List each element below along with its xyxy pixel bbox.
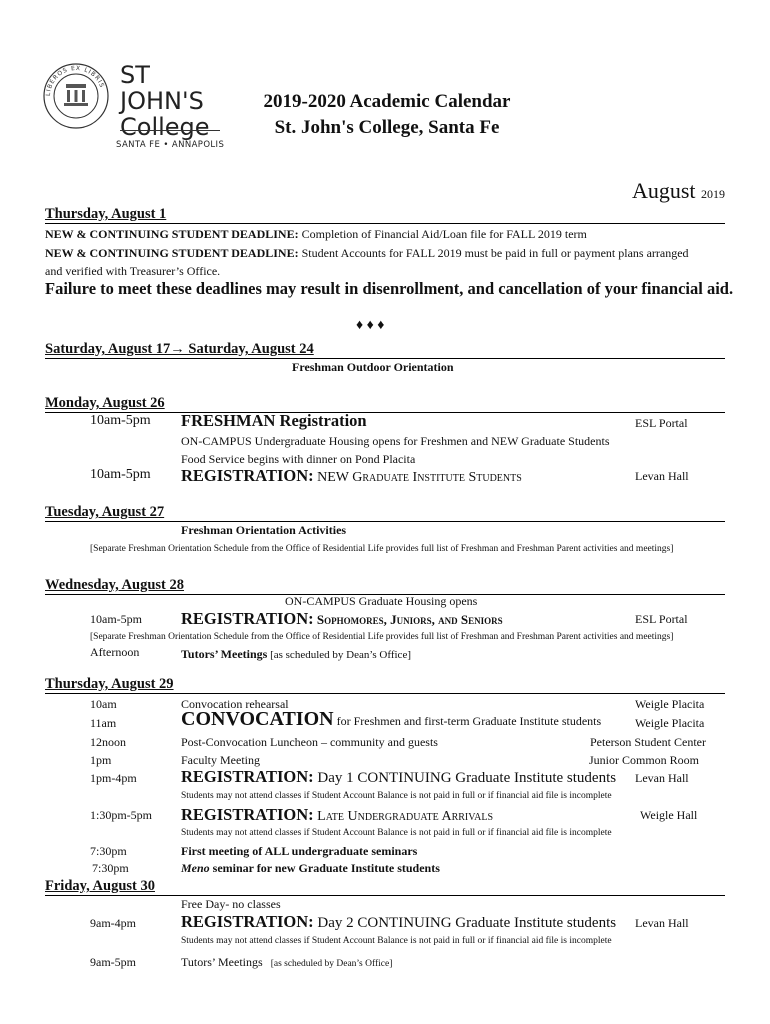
- day-heading-aug-29: Thursday, August 29: [45, 675, 725, 694]
- event-time: 10am-5pm: [90, 612, 142, 626]
- calendar-subtitle: St. John's College, Santa Fe: [274, 117, 500, 138]
- day-heading-aug-30: Friday, August 30: [45, 877, 725, 896]
- event-location: Junior Common Room: [589, 753, 700, 767]
- event-time: 11am: [90, 716, 117, 730]
- event-time: Afternoon: [90, 645, 140, 659]
- event-tutors-meetings: Tutors’ Meetings [as scheduled by Dean’s Office]: [181, 647, 411, 661]
- event-time: 1pm: [90, 753, 112, 767]
- day-heading-aug-27: Tuesday, August 27: [45, 503, 725, 522]
- event-note: Students may not attend classes if Student Account Balance is not paid in full or if financial aid file is incomplete: [181, 791, 612, 801]
- event-note: Students may not attend classes if Student Account Balance is not paid in full or if financial aid file is incomplete: [181, 828, 612, 838]
- event-location: Levan Hall: [635, 916, 689, 930]
- event-freshman-registration: FRESHMAN Registration: [181, 411, 367, 430]
- college-name-line2: College: [120, 113, 210, 141]
- event-note: [Separate Freshman Orientation Schedule from the Office of Residential Life provides full list of Freshman and Freshman Parent activities and meetings]: [90, 632, 674, 642]
- event-faculty-meeting: Faculty Meeting: [181, 753, 260, 767]
- event-late-registration: REGISTRATION: Late Undergraduate Arrivals: [181, 805, 494, 824]
- college-name-line1: ST JOHN'S: [120, 61, 204, 115]
- event-luncheon: Post-Convocation Luncheon – community and guests: [181, 735, 438, 749]
- day-heading-aug-1: Thursday, August 1: [45, 205, 725, 224]
- event-time: 10am-5pm: [90, 413, 151, 428]
- seal-text: LIBEROS EX LIBRIS: [44, 64, 106, 97]
- event-undergrad-registration: REGISTRATION: Sophomores, Juniors, and Seniors: [181, 609, 503, 628]
- event-time: 10am: [90, 697, 117, 711]
- college-logo: [42, 58, 232, 158]
- event-freshman-orientation: Freshman Orientation Activities: [181, 523, 347, 537]
- event-time: 7:30pm: [90, 844, 127, 858]
- campuses-label: SANTA FE • ANNAPOLIS: [116, 140, 225, 150]
- event-free-day: Free Day- no classes: [181, 897, 281, 911]
- event-location: Weigle Hall: [640, 808, 698, 822]
- event-note: [Separate Freshman Orientation Schedule from the Office of Residential Life provides full list of Freshman and Freshman Parent activities and meetings]: [90, 544, 674, 554]
- event-location: Weigle Placita: [635, 716, 705, 730]
- month-heading: [632, 178, 725, 204]
- event-housing-opens: ON-CAMPUS Undergraduate Housing opens for Freshmen and NEW Graduate Students: [181, 434, 610, 448]
- event-tutors-meetings: Tutors’ Meetings [as scheduled by Dean’s Office]: [181, 955, 393, 969]
- event-time: 7:30pm: [92, 861, 129, 875]
- event-time: 12noon: [90, 735, 126, 749]
- deadline-line-2: NEW & CONTINUING STUDENT DEADLINE: Student Accounts for FALL 2019 must be paid in full or payment plans arranged: [45, 246, 689, 260]
- deadline-warning: Failure to meet these deadlines may result in disenrollment, and cancellation of your financial aid.: [45, 279, 734, 298]
- event-day2-registration: REGISTRATION: Day 2 CONTINUING Graduate Institute students: [181, 912, 617, 931]
- event-day1-registration: REGISTRATION: Day 1 CONTINUING Graduate Institute students: [181, 767, 617, 786]
- event-graduate-registration: REGISTRATION: NEW Graduate Institute Students: [181, 466, 522, 485]
- event-outdoor-orientation: Freshman Outdoor Orientation: [292, 360, 454, 374]
- deadline-line-3: and verified with Treasurer’s Office.: [45, 264, 221, 278]
- event-convocation: CONVOCATION for Freshmen and first-term Graduate Institute students: [181, 708, 602, 730]
- event-time: 1pm-4pm: [90, 771, 137, 785]
- college-name: [120, 62, 232, 140]
- event-time: 9am-5pm: [90, 955, 136, 969]
- day-heading-aug-26: Monday, August 26: [45, 394, 725, 413]
- month-year: 2019: [701, 187, 725, 201]
- logo-divider: [120, 130, 220, 131]
- event-time: 9am-4pm: [90, 916, 136, 930]
- event-meno-seminar: Meno seminar for new Graduate Institute students: [181, 861, 440, 875]
- event-food-service: Food Service begins with dinner on Pond Placita: [181, 452, 416, 466]
- event-location: ESL Portal: [635, 612, 688, 626]
- event-location: Levan Hall: [635, 469, 689, 483]
- deadline-line-1: NEW & CONTINUING STUDENT DEADLINE: Completion of Financial Aid/Loan file for FALL 2019 term: [45, 227, 587, 241]
- event-note: Students may not attend classes if Student Account Balance is not paid in full or if financial aid file is incomplete: [181, 936, 612, 946]
- event-first-seminars: First meeting of ALL undergraduate seminars: [181, 844, 418, 858]
- event-location: Peterson Student Center: [590, 735, 706, 749]
- event-graduate-housing: ON-CAMPUS Graduate Housing opens: [285, 594, 478, 608]
- event-location: Levan Hall: [635, 771, 689, 785]
- event-location: ESL Portal: [635, 416, 688, 430]
- event-time: 1:30pm-5pm: [90, 808, 152, 822]
- college-seal-icon: [42, 62, 110, 130]
- month-name: August: [631, 178, 696, 203]
- calendar-title: 2019-2020 Academic Calendar: [263, 91, 511, 112]
- section-divider: ♦ ♦ ♦: [356, 318, 385, 333]
- event-convocation-rehearsal: Convocation rehearsal: [181, 697, 289, 711]
- day-heading-aug-17: Saturday, August 17→ Saturday, August 24: [45, 340, 725, 359]
- event-location: Weigle Placita: [635, 697, 705, 711]
- day-heading-aug-28: Wednesday, August 28: [45, 576, 725, 595]
- event-time: 10am-5pm: [90, 467, 151, 482]
